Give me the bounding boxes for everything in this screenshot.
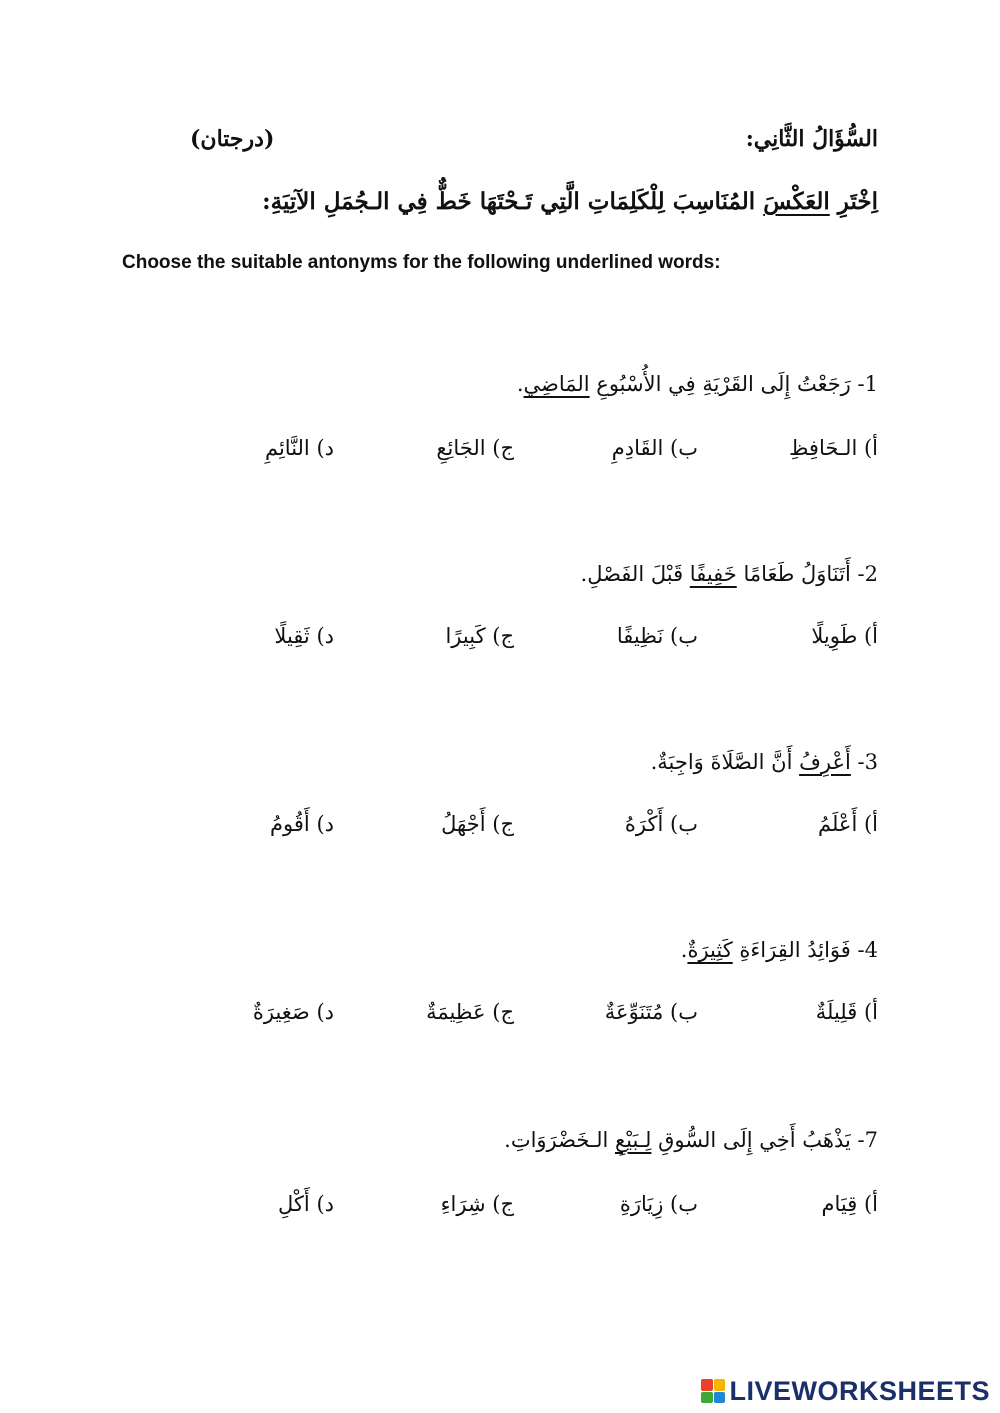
question-number: 2-: [857, 562, 878, 586]
option-text: القَادِمِ: [611, 436, 664, 460]
option-d[interactable]: [278, 1192, 334, 1216]
option-letter: ج): [492, 812, 514, 836]
option-d[interactable]: [265, 436, 334, 460]
option-text: ثَقِيلًا: [274, 624, 310, 648]
logo-text: LIVEWORKSHEETS: [729, 1375, 990, 1406]
underlined-word: كَثِيرَةٌ: [687, 938, 733, 962]
instruction-text: المُنَاسِبَ لِلْكَلِمَاتِ الَّتِي تَـحْتَهَا خَطٌّ فِي الـجُمَلِ الآتِيَةِ:: [262, 188, 764, 215]
option-text: أَكْرَهُ: [624, 812, 664, 836]
option-text: نَظِيفًا: [616, 624, 664, 648]
option-b[interactable]: [612, 436, 698, 460]
option-letter: د): [316, 812, 334, 836]
instruction-english: Choose the suitable antonyms for the following underlined words:: [122, 252, 721, 273]
underlined-word: خَفِيفًا: [689, 562, 737, 586]
option-a[interactable]: [816, 1000, 878, 1024]
option-d[interactable]: [274, 624, 334, 648]
question-2: [581, 562, 878, 586]
option-b[interactable]: [617, 624, 698, 648]
option-text: قِيَام: [821, 1192, 858, 1216]
option-text: مُتَنَوِّعَةٌ: [604, 1000, 664, 1024]
instruction-arabic: [262, 188, 878, 215]
question-text: .: [680, 938, 688, 962]
option-text: طَوِيلًا: [811, 624, 858, 648]
option-a[interactable]: [789, 436, 878, 460]
option-letter: د): [316, 1000, 334, 1024]
option-b[interactable]: [620, 1192, 698, 1216]
option-text: أَجْهَلُ: [441, 812, 486, 836]
option-text: زِيَارَةِ: [619, 1192, 664, 1216]
question-text: .: [516, 372, 524, 396]
option-c[interactable]: [445, 624, 514, 648]
option-letter: ج): [492, 1192, 514, 1216]
logo-square: [701, 1392, 713, 1404]
underlined-word: المَاضِي: [523, 372, 590, 396]
option-letter: ج): [492, 436, 514, 460]
option-a[interactable]: [822, 1192, 879, 1216]
option-letter: د): [316, 1192, 334, 1216]
option-b[interactable]: [605, 1000, 698, 1024]
instruction-text: اِخْتَرِ: [829, 188, 878, 215]
option-text: صَغِيرَةٌ: [252, 1000, 310, 1024]
option-d[interactable]: [253, 1000, 334, 1024]
option-text: عَظِيمَةٌ: [426, 1000, 486, 1024]
option-text: الـحَافِظِ: [788, 436, 858, 460]
underlined-word: أَعْرِفُ: [799, 750, 851, 774]
option-letter: ب): [670, 1192, 698, 1216]
option-a[interactable]: [811, 624, 878, 648]
question-title: السُّؤَالُ الثَّانِي:: [745, 126, 878, 152]
question-text: أَتَنَاوَلُ طَعَامًا: [736, 562, 851, 586]
liveworksheets-logo[interactable]: [701, 1377, 990, 1405]
question-4: [681, 938, 878, 962]
option-c[interactable]: [436, 436, 514, 460]
option-letter: أ): [863, 1192, 878, 1216]
logo-square: [714, 1392, 726, 1404]
option-c[interactable]: [426, 1000, 514, 1024]
question-1: [517, 372, 878, 396]
option-letter: ب): [670, 812, 698, 836]
question-number: 7-: [857, 1128, 878, 1152]
option-text: النَّائِمِ: [264, 436, 310, 460]
question-text: قَبْلَ الفَصْلِ.: [580, 562, 690, 586]
option-d[interactable]: [270, 812, 334, 836]
option-text: أَعْلَمُ: [817, 812, 858, 836]
logo-square: [701, 1379, 713, 1391]
option-letter: أ): [863, 624, 878, 648]
option-letter: د): [316, 624, 334, 648]
option-letter: ج): [492, 624, 514, 648]
question-text: فَوَائِدُ القِرَاءَةِ: [732, 938, 851, 962]
question-text: يَذْهَبُ أَخِي إِلَى السُّوقِ: [651, 1128, 851, 1152]
option-letter: أ): [863, 436, 878, 460]
question-number: 3-: [857, 750, 878, 774]
liveworksheets-logo-icon: [701, 1379, 725, 1403]
option-text: قَلِيلَةٌ: [815, 1000, 858, 1024]
question-text: أَنَّ الصَّلَاةَ وَاجِبَةٌ.: [650, 750, 800, 774]
option-letter: أ): [863, 812, 878, 836]
question-number: 1-: [857, 372, 878, 396]
option-text: شِرَاءِ: [440, 1192, 486, 1216]
option-c[interactable]: [441, 812, 514, 836]
option-a[interactable]: [818, 812, 878, 836]
option-text: الجَائِعِ: [436, 436, 486, 460]
question-3: [651, 750, 878, 774]
question-text: الـخَضْرَوَاتِ.: [504, 1128, 615, 1152]
question-text: رَجَعْتُ إِلَى القَرْيَةِ فِي الأُسْبُوعِ: [589, 372, 851, 396]
underlined-word: لِـبَيْعِ: [614, 1128, 652, 1152]
option-letter: ب): [670, 1000, 698, 1024]
option-text: أَقُومُ: [270, 812, 310, 836]
question-7: [504, 1128, 878, 1152]
option-letter: د): [316, 436, 334, 460]
option-text: أَكْلِ: [278, 1192, 310, 1216]
option-letter: ب): [670, 436, 698, 460]
instruction-underlined-word: العَكْسَ: [763, 188, 830, 215]
question-marks: (درجتان): [190, 126, 275, 152]
question-number: 4-: [857, 938, 878, 962]
option-letter: ج): [492, 1000, 514, 1024]
option-letter: أ): [863, 1000, 878, 1024]
option-c[interactable]: [441, 1192, 514, 1216]
option-b[interactable]: [625, 812, 698, 836]
option-letter: ب): [670, 624, 698, 648]
logo-square: [714, 1379, 726, 1391]
option-text: كَبِيرًا: [445, 624, 486, 648]
